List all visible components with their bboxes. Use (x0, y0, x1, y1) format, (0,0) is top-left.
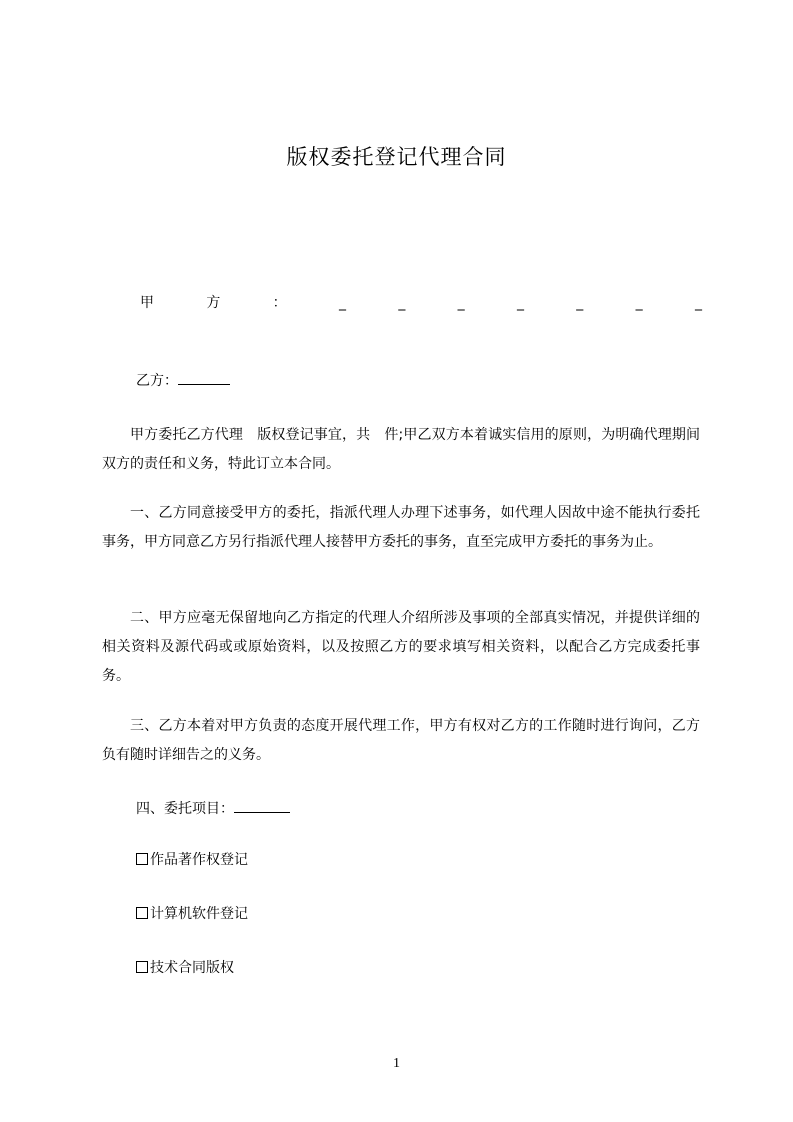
party-a-char-2: 方 (206, 295, 221, 311)
option-software-registration (136, 900, 248, 928)
clause-4-blank (234, 798, 290, 813)
clause-4-label: 四、委托项目： (136, 801, 234, 817)
option-technology-contract (136, 954, 234, 982)
option-label: 作品著作权登记 (150, 852, 248, 868)
party-a-fill-3: _ (457, 295, 465, 311)
party-b-blank (178, 370, 230, 385)
party-a-fill-7: _ (694, 295, 702, 311)
party-a-fill-6: _ (635, 295, 643, 311)
checkbox-icon (136, 961, 148, 973)
document-title: 版权委托登记代理合同 (286, 145, 507, 169)
option-copyright-registration (136, 846, 248, 874)
party-a-char-1: 甲 (140, 295, 154, 311)
party-b-label: 乙方： (136, 373, 178, 389)
clause-1-paragraph: 一、乙方同意接受甲方的委托，指派代理人办理下述事务，如代理人因故中途不能执行委托事务，甲方同意乙方另行指派代理人接替甲方委托的事务，直至完成甲方委托的事务为止。 (102, 505, 700, 550)
intro-paragraph: 甲方委托乙方代理 版权登记事宜，共 件;甲乙双方本着诚实信用的原则，为明确代理期间双方的责任和义务，特此订立本合同。 (102, 427, 700, 472)
clause-3-paragraph: 三、乙方本着对甲方负责的态度开展代理工作，甲方有权对乙方的工作随时进行询问，乙方负有随时详细告之的义务。 (102, 718, 700, 763)
clause-4-line (136, 795, 436, 824)
party-a-fill-2: _ (398, 295, 406, 311)
party-a-colon: ： (272, 295, 287, 311)
party-b-line (136, 367, 436, 396)
party-a-line (140, 289, 702, 317)
clause-2-paragraph: 二、甲方应毫无保留地向乙方指定的代理人介绍所涉及事项的全部真实情况，并提供详细的相关资料及源代码或或原始资料，以及按照乙方的要求填写相关资料，以配合乙方完成委托事务。 (102, 610, 700, 684)
checkbox-icon (136, 853, 148, 865)
option-label: 技术合同版权 (150, 960, 234, 976)
party-a-fill-5: _ (576, 295, 584, 311)
party-a-fill-1: _ (338, 295, 346, 311)
page-number: 1 (393, 1056, 400, 1071)
option-label: 计算机软件登记 (150, 906, 248, 922)
party-a-fill-4: _ (516, 295, 524, 311)
checkbox-icon (136, 907, 148, 919)
